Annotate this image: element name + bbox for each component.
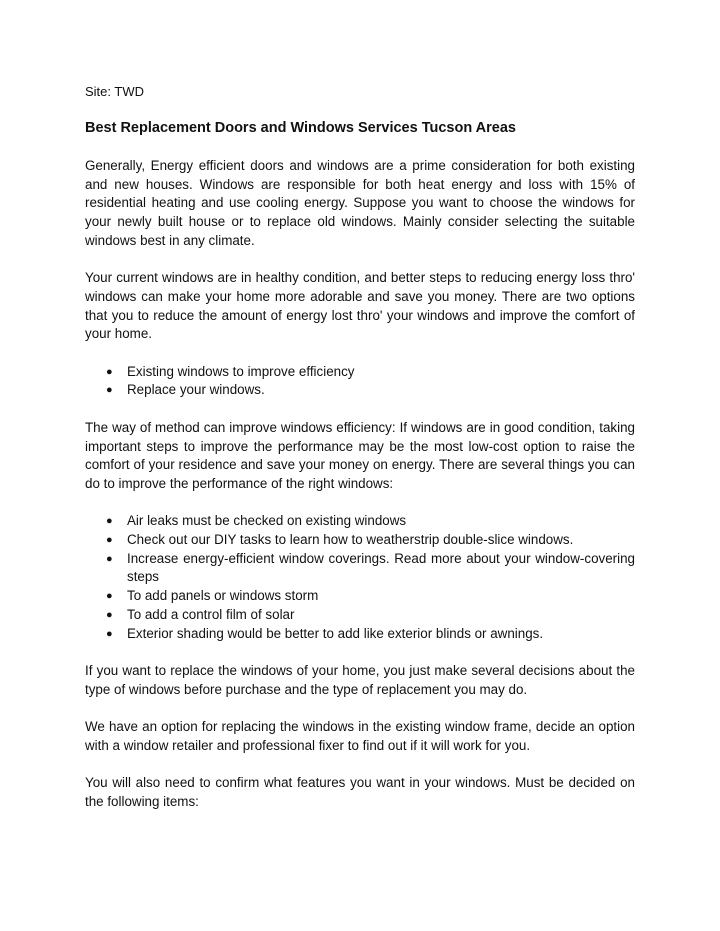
- paragraph-current-windows: Your current windows are in healthy condition, and better steps to reducing energy loss thro' windows can make your home more adorable and save you money. There are two options that you to reduce the amount of energy lost thro' your windows and improve the comfort of your home.: [85, 270, 635, 342]
- improvements-list: [85, 512, 635, 643]
- bullet-icon: ●: [106, 552, 113, 565]
- bullet-icon: ●: [106, 515, 113, 528]
- document-page: [85, 83, 635, 830]
- bullet-icon: ●: [106, 608, 113, 621]
- list-item: ● Exterior shading would be better to add like exterior blinds or awnings.: [127, 625, 635, 644]
- list-item: ● To add a control film of solar: [127, 606, 635, 625]
- bullet-icon: ●: [106, 590, 113, 603]
- bullet-icon: ●: [106, 627, 113, 640]
- bullet-icon: ●: [106, 365, 113, 378]
- options-list: [85, 363, 635, 400]
- bullet-icon: ●: [106, 384, 113, 397]
- list-item: ● Check out our DIY tasks to learn how to weatherstrip double-slice windows.: [127, 531, 635, 550]
- list-item: ● Replace your windows.: [127, 381, 635, 400]
- paragraph-replace: If you want to replace the windows of your home, you just make several decisions about the type of windows before purchase and the type of replacement you may do.: [85, 662, 635, 697]
- list-item: ● Increase energy-efficient window coverings. Read more about your window-covering steps: [106, 550, 635, 585]
- paragraph-intro: Generally, Energy efficient doors and windows are a prime consideration for both existing and new houses. Windows are responsible for both heat energy and loss with 15% of residential heating and use cooling energy. Suppose you want to choose the windows for your newly built house or to replace old windows. Mainly consider selecting the suitable windows best in any climate.: [85, 158, 635, 248]
- bullet-icon: ●: [106, 534, 113, 546]
- document-title: Best Replacement Doors and Windows Services Tucson Areas: [85, 120, 516, 136]
- list-item: ● Air leaks must be checked on existing windows: [127, 512, 635, 531]
- paragraph-option: We have an option for replacing the windows in the existing window frame, decide an option with a window retailer and professional fixer to find out if it will work for you.: [85, 719, 635, 753]
- paragraph-method: The way of method can improve windows efficiency: If windows are in good condition, taking important steps to improve the performance may be the most low-cost option to raise the comfort of your residence and save your money on energy. There are several things you can do to improve the performance of the right windows:: [85, 419, 635, 491]
- list-item: ● Existing windows to improve efficiency: [127, 363, 635, 382]
- paragraph-features: You will also need to confirm what features you want in your windows. Must be decided on the following items:: [85, 775, 635, 809]
- list-item: ● To add panels or windows storm: [127, 587, 635, 606]
- site-label: Site: TWD: [85, 84, 144, 99]
